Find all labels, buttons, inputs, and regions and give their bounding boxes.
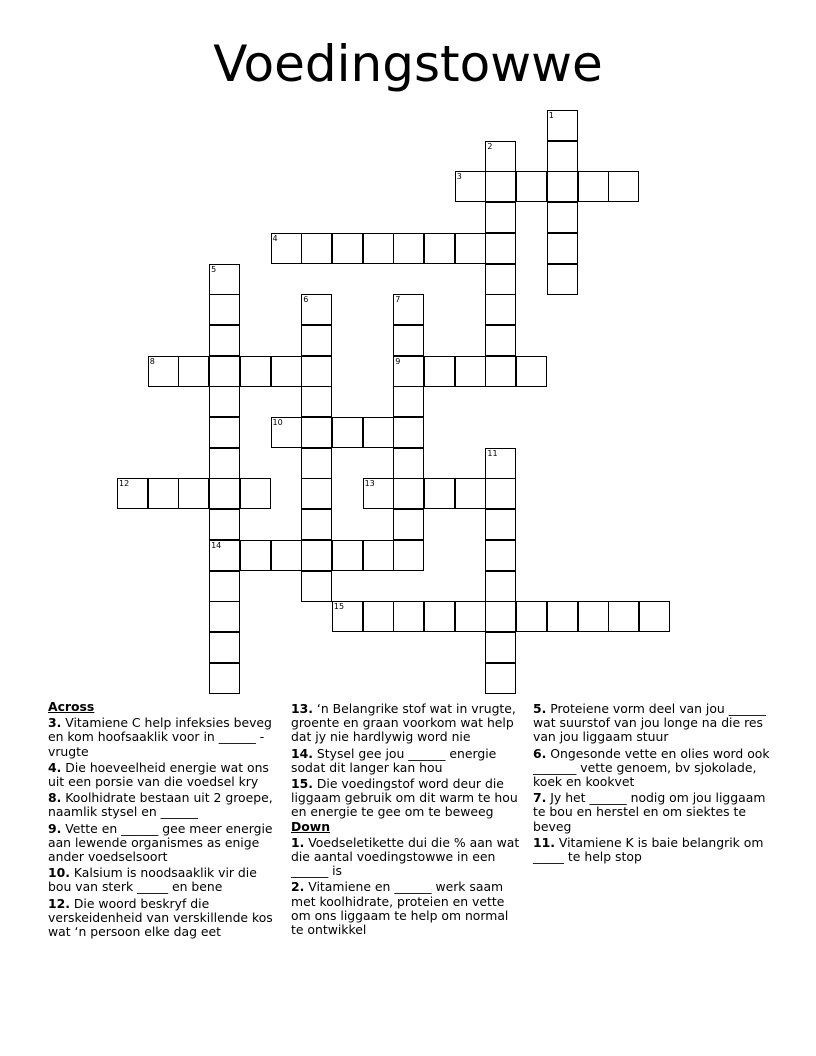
grid-cell[interactable] — [547, 141, 578, 172]
grid-cell[interactable] — [485, 571, 516, 602]
grid-cell[interactable] — [485, 601, 516, 632]
clue-item — [533, 702, 773, 745]
grid-cell[interactable] — [363, 540, 394, 571]
grid-cell[interactable] — [209, 663, 240, 694]
clue-item — [48, 716, 280, 759]
grid-cell[interactable] — [516, 356, 547, 387]
clues-column-3 — [533, 700, 773, 864]
grid-cell[interactable] — [240, 478, 271, 509]
grid-cell[interactable] — [178, 356, 209, 387]
clue-number: 1 — [548, 111, 554, 120]
grid-cell[interactable] — [271, 356, 302, 387]
grid-cell[interactable] — [393, 386, 424, 417]
grid-cell[interactable] — [363, 478, 394, 509]
grid-cell[interactable] — [455, 356, 486, 387]
grid-cell[interactable] — [485, 264, 516, 295]
grid-cell[interactable] — [547, 264, 578, 295]
grid-cell[interactable] — [424, 356, 455, 387]
clue-item-text: Stysel gee jou ______ energie sodat dit langer kan hou — [291, 745, 497, 775]
grid-cell[interactable] — [455, 601, 486, 632]
grid-cell[interactable] — [393, 478, 424, 509]
clue-item-number: 14. — [291, 745, 313, 761]
clue-number: 9 — [395, 356, 401, 366]
grid-cell[interactable] — [393, 233, 424, 264]
clue-item-number: 7. — [533, 790, 547, 806]
grid-cell[interactable] — [485, 540, 516, 571]
clue-item-number: 10. — [48, 865, 70, 881]
grid-cell[interactable] — [209, 540, 240, 571]
grid-cell[interactable] — [301, 540, 332, 571]
clue-item-text: Kalsium is noodsaaklik vir die bou van sterk _____ en bene — [48, 865, 257, 895]
grid-cell[interactable] — [332, 601, 363, 632]
grid-cell[interactable] — [547, 601, 578, 632]
clue-item — [291, 777, 523, 820]
clue-item-text: ‘n Belangrike stof wat in vrugte, groente en graan voorkom wat help dat jy nie hardlywig word nie — [291, 701, 516, 745]
clue-item-number: 11. — [533, 834, 555, 850]
grid-cell[interactable] — [455, 171, 486, 202]
grid-cell[interactable] — [424, 233, 455, 264]
clue-item-number: 8. — [48, 790, 62, 806]
grid-cell[interactable] — [209, 417, 240, 448]
clue-item — [48, 822, 280, 865]
grid-cell[interactable] — [608, 601, 639, 632]
grid-cell[interactable] — [332, 233, 363, 264]
grid-cell[interactable] — [455, 478, 486, 509]
grid-cell[interactable] — [363, 233, 394, 264]
grid-cell[interactable] — [393, 325, 424, 356]
clue-item — [291, 702, 523, 745]
grid-cell[interactable] — [485, 202, 516, 233]
clue-item-text: Koolhidrate bestaan uit 2 groepe, naamlik stysel en ______ — [48, 790, 273, 820]
grid-cell[interactable] — [485, 478, 516, 509]
grid-cell[interactable] — [209, 264, 240, 295]
clue-number: 15 — [333, 602, 345, 612]
clue-item-number: 2. — [291, 879, 305, 895]
clue-number: 13 — [364, 479, 375, 489]
grid-cell[interactable] — [240, 356, 271, 387]
grid-cell[interactable] — [117, 478, 148, 509]
clue-item-text: Ongesonde vette en olies word ook _______ vette genoem, bv sjokolade, koek en kookvet — [533, 745, 770, 790]
clue-item-text: Die voedingstof word deur die liggaam gebruik om dit warm te hou en energie te gee om te beweeg — [291, 776, 518, 820]
grid-cell[interactable] — [393, 540, 424, 571]
grid-cell[interactable] — [547, 202, 578, 233]
grid-cell[interactable] — [393, 294, 424, 325]
grid-cell[interactable] — [485, 141, 516, 172]
clue-item — [291, 836, 523, 879]
clue-number: 2 — [487, 141, 493, 151]
grid-cell[interactable] — [393, 417, 424, 448]
grid-cell[interactable] — [301, 417, 332, 448]
clue-item-number: 3. — [48, 715, 62, 731]
grid-cell[interactable] — [271, 417, 302, 448]
clues-column-2 — [291, 700, 523, 937]
grid-cell[interactable] — [547, 171, 578, 202]
clue-item-text: Vitamiene C help infeksies beveg en kom hoofsaaklik voor in ______ -vrugte — [48, 715, 272, 759]
clue-item-text: Vitamiene en ______ werk saam met koolhidrate, proteien en vette om ons liggaam te help om normal te ontwikkel — [291, 879, 509, 938]
grid-cell[interactable] — [148, 478, 179, 509]
clue-number: 8 — [149, 356, 155, 366]
grid-cell[interactable] — [271, 540, 302, 571]
clues-column-1 — [48, 700, 280, 939]
grid-cell[interactable] — [240, 540, 271, 571]
grid-cell[interactable] — [301, 233, 332, 264]
clue-item-number: 1. — [291, 834, 305, 850]
clue-number: 5 — [211, 264, 217, 274]
grid-cell[interactable] — [209, 571, 240, 602]
grid-cell[interactable] — [301, 448, 332, 479]
grid-cell[interactable] — [485, 171, 516, 202]
grid-cell[interactable] — [301, 571, 332, 602]
grid-cell[interactable] — [301, 386, 332, 417]
clue-number: 3 — [456, 172, 462, 182]
clue-number: 6 — [303, 295, 309, 305]
grid-cell[interactable] — [209, 448, 240, 479]
clue-item-number: 12. — [48, 895, 70, 911]
grid-cell[interactable] — [424, 478, 455, 509]
clue-item-text: Jy het ______ nodig om jou liggaam te bou en herstel en om siektes te beveg — [533, 790, 766, 834]
grid-cell[interactable] — [547, 110, 578, 141]
clue-item-text: Die woord beskryf die verskeidenheid van verskillende kos wat ‘n persoon elke dag eet — [48, 895, 273, 940]
clue-item — [533, 791, 773, 834]
page-title: Voedingstowwe — [213, 35, 603, 93]
grid-cell[interactable] — [608, 171, 639, 202]
grid-cell[interactable] — [485, 663, 516, 694]
clue-number: 12 — [119, 479, 130, 489]
grid-cell[interactable] — [455, 233, 486, 264]
grid-cell[interactable] — [209, 356, 240, 387]
clue-number: 7 — [395, 295, 401, 305]
clue-item — [533, 747, 773, 790]
grid-cell[interactable] — [485, 509, 516, 540]
grid-cell[interactable] — [485, 294, 516, 325]
clue-item-text: Vitamiene K is baie belangrik om _____ te help stop — [533, 834, 764, 865]
clue-item — [291, 747, 523, 775]
clue-item-text: Die hoeveelheid energie wat ons uit een porsie van die voedsel kry — [48, 759, 269, 790]
clue-item-number: 13. — [291, 701, 313, 716]
grid-cell[interactable] — [424, 601, 455, 632]
grid-cell[interactable] — [209, 601, 240, 632]
grid-cell[interactable] — [485, 233, 516, 264]
clue-item — [48, 761, 280, 789]
grid-cell[interactable] — [516, 601, 547, 632]
grid-cell[interactable] — [209, 294, 240, 325]
grid-cell[interactable] — [578, 601, 609, 632]
grid-cell[interactable] — [148, 356, 179, 387]
grid-cell[interactable] — [178, 478, 209, 509]
grid-cell[interactable] — [516, 171, 547, 202]
grid-cell[interactable] — [485, 325, 516, 356]
grid-cell[interactable] — [209, 478, 240, 509]
grid-cell[interactable] — [485, 632, 516, 663]
across-heading: Across — [48, 699, 95, 714]
clue-item — [48, 897, 280, 940]
grid-cell[interactable] — [301, 294, 332, 325]
grid-cell[interactable] — [332, 540, 363, 571]
clue-item — [291, 880, 523, 937]
clue-number: 14 — [211, 540, 222, 550]
clue-item-text: Voedseletikette dui die % aan wat die aantal voedingstowwe in een ______ is — [291, 834, 520, 879]
down-heading: Down — [291, 818, 331, 834]
grid-cell[interactable] — [209, 386, 240, 417]
clue-number: 4 — [272, 233, 278, 243]
grid-cell[interactable] — [393, 601, 424, 632]
grid-cell[interactable] — [485, 448, 516, 479]
clue-item-number: 4. — [48, 759, 62, 775]
clue-item-text: Vette en ______ gee meer energie aan lewende organismes as enige ander voedselsoort — [48, 820, 273, 865]
clue-number: 11 — [487, 448, 498, 458]
grid-cell[interactable] — [271, 233, 302, 264]
grid-cell[interactable] — [209, 632, 240, 663]
clue-item — [48, 791, 280, 819]
clue-item-number: 5. — [533, 701, 547, 716]
grid-cell[interactable] — [485, 356, 516, 387]
grid-cell[interactable] — [393, 509, 424, 540]
grid-cell[interactable] — [209, 325, 240, 356]
grid-cell[interactable] — [209, 509, 240, 540]
grid-cell[interactable] — [639, 601, 670, 632]
clue-item-text: Proteiene vorm deel van jou ______ wat suurstof van jou longe na die res van jou liggaam stuur — [533, 701, 766, 745]
grid-cell[interactable] — [547, 233, 578, 264]
grid-cell[interactable] — [301, 478, 332, 509]
grid-cell[interactable] — [301, 509, 332, 540]
clue-item-number: 6. — [533, 745, 547, 761]
grid-cell[interactable] — [332, 417, 363, 448]
clue-item-number: 9. — [48, 820, 62, 836]
clue-number: 10 — [272, 418, 283, 427]
grid-cell[interactable] — [578, 171, 609, 202]
clue-item — [48, 866, 280, 894]
grid-cell[interactable] — [363, 601, 394, 632]
clue-item-number: 15. — [291, 776, 313, 792]
grid-cell[interactable] — [393, 448, 424, 479]
grid-cell[interactable] — [301, 356, 332, 387]
grid-cell[interactable] — [301, 325, 332, 356]
grid-cell[interactable] — [363, 417, 394, 448]
clue-item — [533, 836, 773, 864]
grid-cell[interactable] — [393, 356, 424, 387]
